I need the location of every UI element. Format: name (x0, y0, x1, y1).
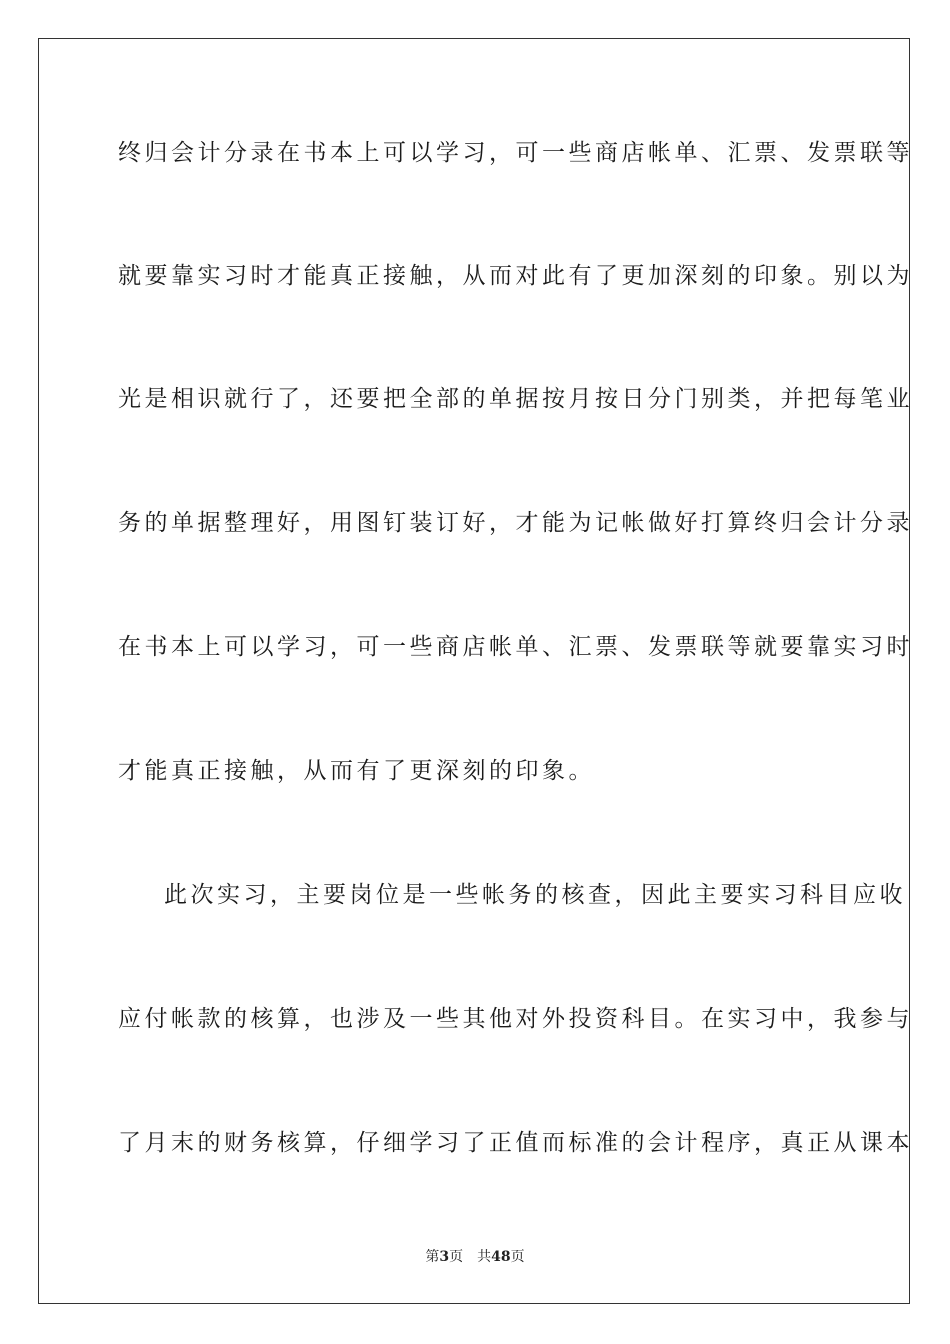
total-pages: 48 (491, 1249, 511, 1265)
body-text-line-1: 终归会计分录在书本上可以学习，可一些商店帐单、汇票、发票联等 (118, 140, 913, 166)
body-text-line-6: 才能真正接触，从而有了更深刻的印象。 (118, 758, 595, 784)
body-text-line-4: 务的单据整理好，用图钉装订好，才能为记帐做好打算终归会计分录 (118, 510, 913, 536)
page-border (38, 38, 913, 1304)
page-prefix: 第 (425, 1249, 440, 1265)
body-text-line-9: 了月末的财务核算，仔细学习了正值而标准的会计程序，真正从课本 (118, 1130, 913, 1156)
body-text-line-2: 就要靠实习时才能真正接触，从而对此有了更加深刻的印象。别以为 (118, 263, 913, 289)
body-text-line-7: 此次实习，主要岗位是一些帐务的核查，因此主要实习科目应收 (164, 882, 906, 908)
total-suffix: 页 (510, 1249, 525, 1265)
body-text-line-8: 应付帐款的核算，也涉及一些其他对外投资科目。在实习中，我参与 (118, 1006, 913, 1032)
total-prefix: 共 (477, 1249, 492, 1265)
page-number: 3 (439, 1249, 450, 1265)
body-text-line-5: 在书本上可以学习，可一些商店帐单、汇票、发票联等就要靠实习时 (118, 634, 913, 660)
page-suffix: 页 (449, 1249, 464, 1265)
page-footer (0, 1248, 950, 1266)
body-text-line-3: 光是相识就行了，还要把全部的单据按月按日分门别类，并把每笔业 (118, 386, 913, 412)
